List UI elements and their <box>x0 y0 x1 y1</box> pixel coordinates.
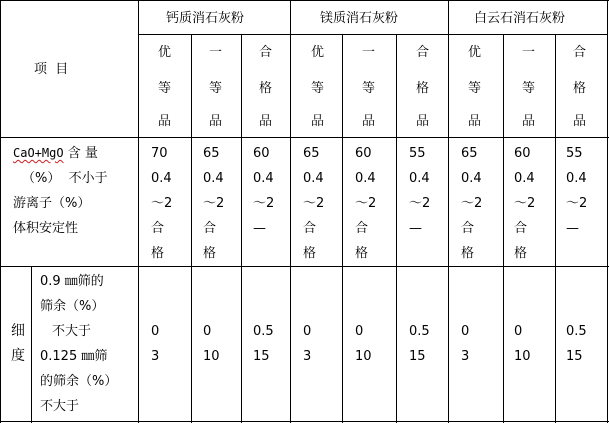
vline-g2 <box>448 0 449 423</box>
line-under-header <box>0 137 609 138</box>
stability-label: 体积安定性 <box>13 221 79 236</box>
fineness-label-top: 细 <box>11 323 25 339</box>
border-left <box>0 0 1 423</box>
vline-c4 <box>342 34 343 423</box>
vline-c5 <box>396 34 397 423</box>
border-right <box>607 0 608 423</box>
vline-g1 <box>290 0 291 423</box>
spec-table: 项 目 钙质消石灰粉 镁质消石灰粉 白云石消石灰粉 优 等 品 一 等 品 合 格 品 优 等 品 一 等 品 合 格 品 优 等 品 一 等 品 合 格 品 CaO+MgO 含 量 （%） 不小于 游离子（%） 体积安定性 70 0.4 ～2 合 格 65 0.4 ～2 合 格 60 0.4 ～2 — 65 0.4 ～2 合 格 60 0.4 ～2 合 格 55 0.4 ～2 — 65 0.4 ～2 合 格 60 0.4 ～2 合 格 55 0.4 ～2 — 细 度 0.9 ㎜筛的 筛余（%） 不大于 0.125 ㎜筛 的筛余（%） 不大于 0 3 0 10 0.5 15 0 3 0 10 0.5 15 0 3 0 10 0.5 15 <box>0 0 609 423</box>
border-top <box>0 0 609 1</box>
vline-c2 <box>241 34 242 423</box>
group-header-magnesium: 镁质消石灰粉 <box>320 11 399 26</box>
border-bottom <box>0 421 609 422</box>
vline-fineness-split <box>31 266 32 423</box>
fineness-sub-label-1: 0.9 ㎜筛的 <box>40 274 104 289</box>
cao-mgo-label: CaO+MgO 含 量 <box>13 146 98 161</box>
fineness-sub-label-3: 不大于 <box>52 324 92 339</box>
fineness-sub-label-2: 筛余（%） <box>40 299 105 314</box>
fineness-sub-label-6: 不大于 <box>40 399 80 414</box>
cao-mgo-unit-label: （%） 不小于 <box>22 171 108 186</box>
free-water-label: 游离子（%） <box>13 196 91 211</box>
item-header: 项 目 <box>34 62 69 77</box>
vline-c7 <box>503 34 504 423</box>
fineness-label-bottom: 度 <box>11 348 25 364</box>
group-header-calcium: 钙质消石灰粉 <box>166 11 245 26</box>
vline-item <box>138 0 139 423</box>
vline-c1 <box>191 34 192 423</box>
group-header-dolomite: 白云石消石灰粉 <box>474 11 566 26</box>
line-under-groups <box>138 34 608 35</box>
vline-c8 <box>555 34 556 423</box>
line-under-row1 <box>0 266 609 267</box>
fineness-sub-label-5: 的筛余（%） <box>40 374 118 389</box>
fineness-sub-label-4: 0.125 ㎜筛 <box>40 349 108 364</box>
